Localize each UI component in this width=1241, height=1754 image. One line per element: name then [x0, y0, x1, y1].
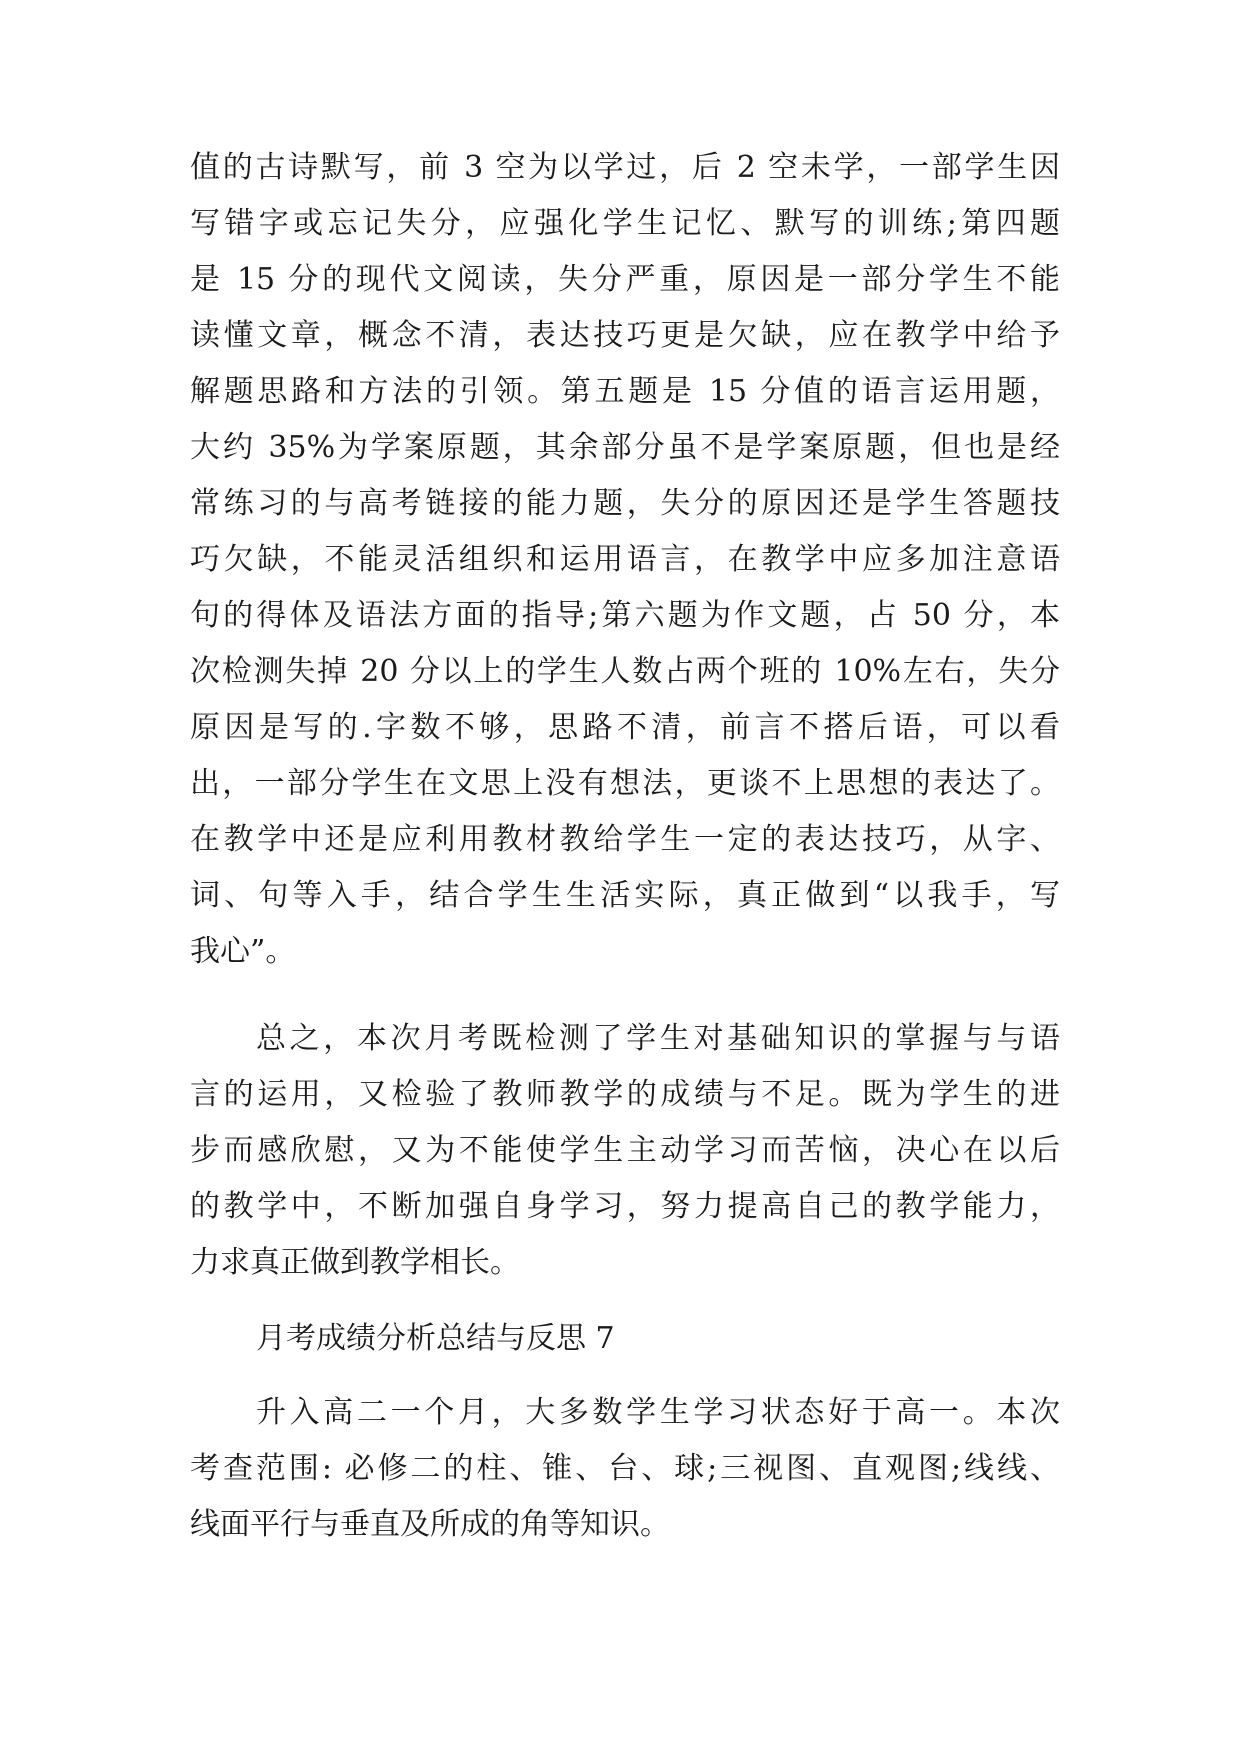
text-line: 步而感欣慰，又为不能使学生主动学习而苦恼，决心在以后: [190, 1133, 1060, 1168]
text-line: 句的得体及语法方面的指导;第六题为作文题，占 50 分，本: [190, 598, 1060, 633]
text-line: 原因是写的.字数不够，思路不清，前言不搭后语，可以看: [190, 710, 1060, 745]
text-line: 的教学中，不断加强自身学习，努力提高自己的教学能力，: [190, 1189, 1060, 1224]
text-line: 在教学中还是应利用教材教给学生一定的表达技巧，从字、: [190, 822, 1060, 857]
text-line: 读懂文章，概念不清，表达技巧更是欠缺，应在教学中给予: [190, 318, 1060, 353]
paragraph-first-line: 总之，本次月考既检测了学生对基础知识的掌握与与语: [256, 1021, 1060, 1056]
text-line: 是 15 分的现代文阅读，失分严重，原因是一部分学生不能: [190, 262, 1060, 297]
paragraph-first-line: 升入高二一个月，大多数学生学习状态好于高一。本次: [256, 1395, 1060, 1430]
section-heading: 月考成绩分析总结与反思 7: [256, 1321, 615, 1356]
text-line: 线面平行与垂直及所成的角等知识。: [190, 1507, 670, 1542]
text-line: 词、句等入手，结合学生生活实际，真正做到“以我手，写: [190, 878, 1060, 913]
text-line: 出，一部分学生在文思上没有想法，更谈不上思想的表达了。: [190, 766, 1060, 801]
text-line: 考查范围: 必修二的柱、锥、台、球;三视图、直观图;线线、: [190, 1451, 1060, 1486]
text-line: 我心”。: [190, 934, 296, 969]
text-line: 解题思路和方法的引领。第五题是 15 分值的语言运用题，: [190, 374, 1060, 409]
text-line: 常练习的与高考链接的能力题，失分的原因还是学生答题技: [190, 486, 1060, 521]
text-line: 巧欠缺，不能灵活组织和运用语言，在教学中应多加注意语: [190, 542, 1060, 577]
text-line: 次检测失掉 20 分以上的学生人数占两个班的 10%左右，失分: [190, 654, 1060, 689]
text-line: 力求真正做到教学相长。: [190, 1245, 520, 1280]
text-line: 值的古诗默写，前 3 空为以学过，后 2 空未学，一部学生因: [190, 150, 1060, 185]
text-line: 言的运用，又检验了教师教学的成绩与不足。既为学生的进: [190, 1077, 1060, 1112]
text-line: 大约 35%为学案原题，其余部分虽不是学案原题，但也是经: [190, 430, 1060, 465]
text-line: 写错字或忘记失分，应强化学生记忆、默写的训练;第四题: [190, 206, 1060, 241]
